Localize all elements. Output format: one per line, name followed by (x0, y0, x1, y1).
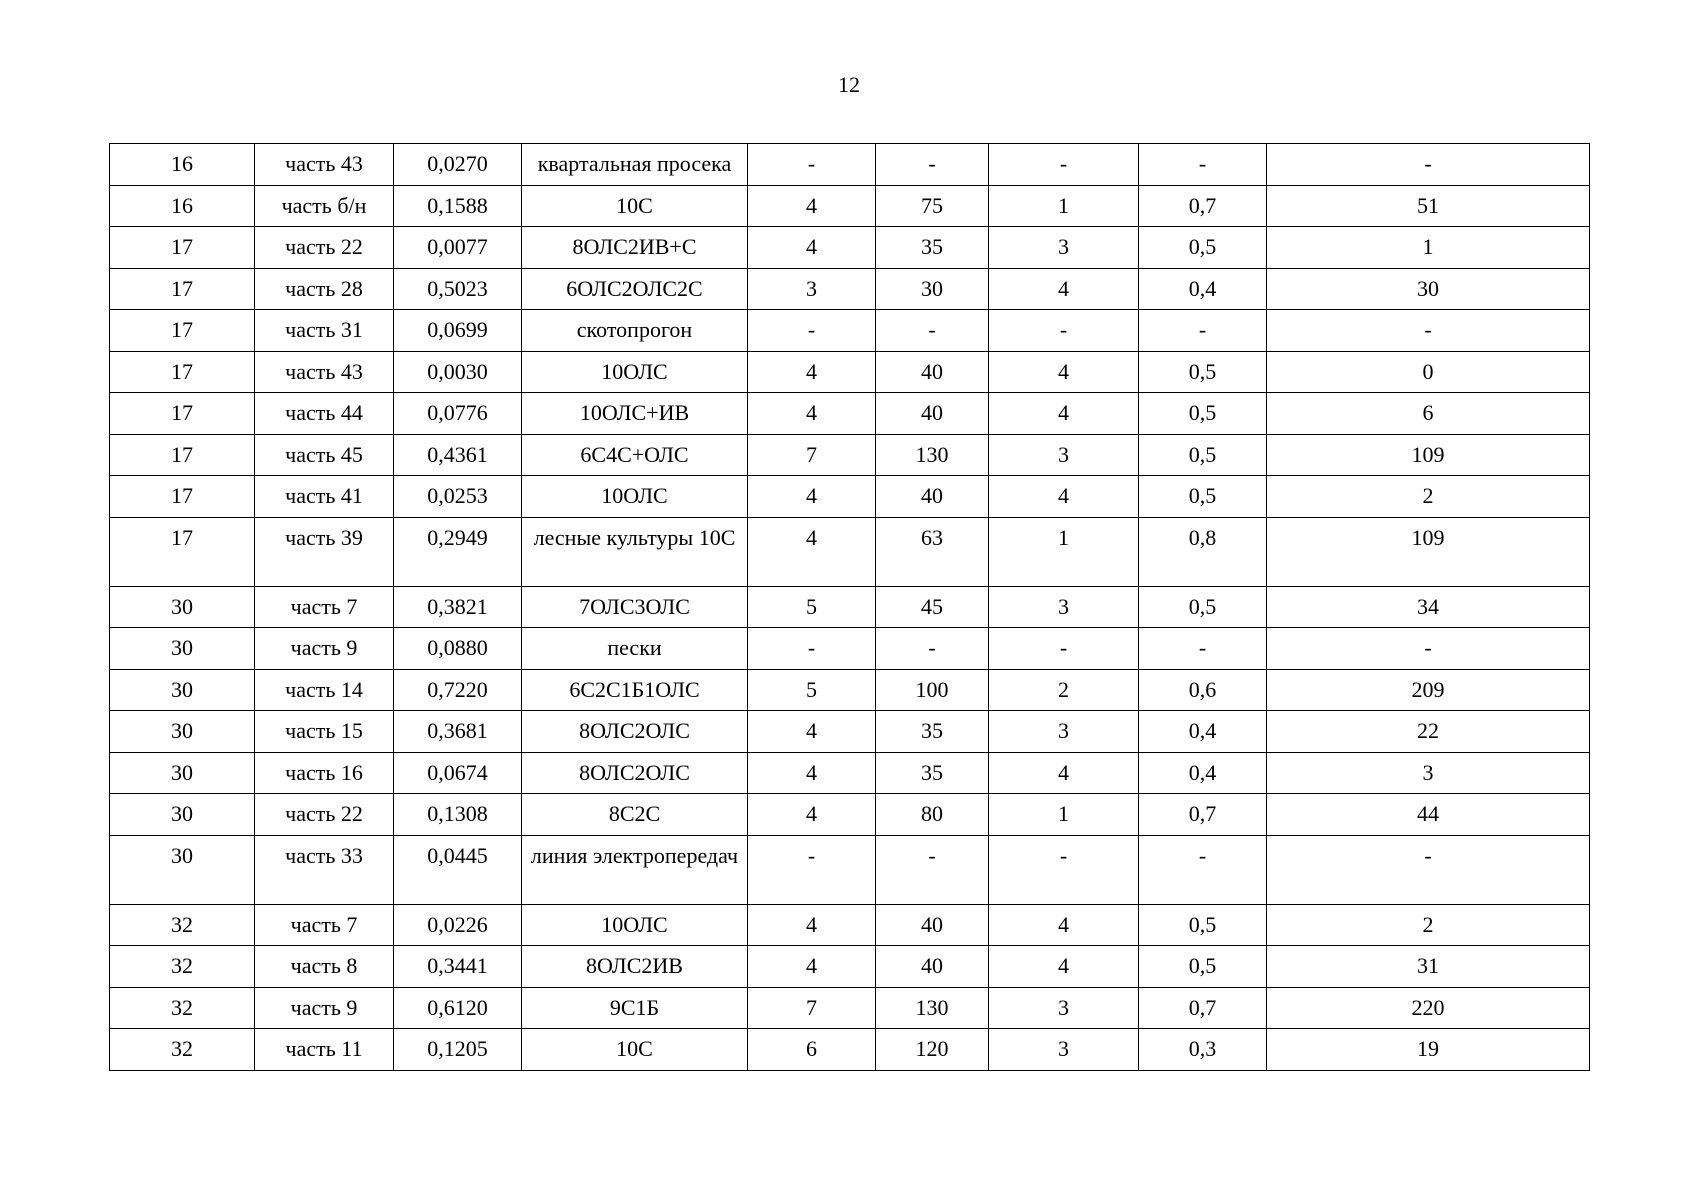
cell-composition: скотопрогон (522, 310, 748, 352)
cell-col9: 44 (1267, 794, 1590, 836)
cell-composition: 8С2С (522, 794, 748, 836)
cell-section: часть 22 (255, 227, 394, 269)
table-row (110, 752, 1590, 794)
table-row (110, 669, 1590, 711)
cell-col9: 3 (1267, 752, 1590, 794)
cell-section: часть 7 (255, 586, 394, 628)
cell-col7: 3 (989, 434, 1139, 476)
cell-col8: - (1139, 835, 1267, 904)
cell-area: 0,0226 (394, 904, 522, 946)
cell-col5: 4 (748, 794, 876, 836)
cell-composition: 10С (522, 1029, 748, 1071)
table-row (110, 904, 1590, 946)
cell-composition: 6С2С1Б1ОЛС (522, 669, 748, 711)
cell-col9: - (1267, 144, 1590, 186)
cell-section: часть 16 (255, 752, 394, 794)
cell-col6: 35 (876, 752, 989, 794)
cell-col7: 2 (989, 669, 1139, 711)
cell-area: 0,2949 (394, 517, 522, 586)
table-row (110, 946, 1590, 988)
cell-section: часть 28 (255, 268, 394, 310)
cell-col8: 0,7 (1139, 185, 1267, 227)
cell-col5: 4 (748, 227, 876, 269)
cell-col7: 3 (989, 1029, 1139, 1071)
cell-quarter: 30 (110, 711, 255, 753)
cell-col6: 75 (876, 185, 989, 227)
cell-col5: 5 (748, 586, 876, 628)
cell-col5: - (748, 310, 876, 352)
cell-col6: 40 (876, 904, 989, 946)
cell-col7: 3 (989, 227, 1139, 269)
table-row (110, 351, 1590, 393)
cell-col6: 120 (876, 1029, 989, 1071)
cell-col6: - (876, 310, 989, 352)
cell-quarter: 32 (110, 1029, 255, 1071)
cell-col9: 34 (1267, 586, 1590, 628)
table-row (110, 835, 1590, 904)
cell-quarter: 30 (110, 835, 255, 904)
cell-section: часть 43 (255, 144, 394, 186)
cell-col5: 4 (748, 517, 876, 586)
cell-col9: - (1267, 835, 1590, 904)
cell-composition: 6ОЛС2ОЛС2С (522, 268, 748, 310)
cell-col5: 4 (748, 351, 876, 393)
cell-col7: 4 (989, 904, 1139, 946)
cell-composition: 8ОЛС2ОЛС (522, 752, 748, 794)
cell-area: 0,1205 (394, 1029, 522, 1071)
cell-section: часть 8 (255, 946, 394, 988)
cell-col5: 7 (748, 987, 876, 1029)
cell-col5: 7 (748, 434, 876, 476)
cell-area: 0,0270 (394, 144, 522, 186)
cell-col8: 0,4 (1139, 711, 1267, 753)
table-row (110, 1029, 1590, 1071)
cell-col8: 0,5 (1139, 904, 1267, 946)
cell-col5: - (748, 628, 876, 670)
cell-col5: 4 (748, 185, 876, 227)
cell-col7: 4 (989, 393, 1139, 435)
cell-col8: 0,4 (1139, 752, 1267, 794)
cell-col5: 3 (748, 268, 876, 310)
cell-col9: 31 (1267, 946, 1590, 988)
data-table (109, 143, 1590, 1071)
cell-quarter: 16 (110, 185, 255, 227)
cell-col9: 2 (1267, 904, 1590, 946)
cell-area: 0,4361 (394, 434, 522, 476)
cell-col7: 4 (989, 351, 1139, 393)
cell-col9: 109 (1267, 517, 1590, 586)
table-row (110, 227, 1590, 269)
cell-composition: 10ОЛС (522, 351, 748, 393)
cell-quarter: 32 (110, 946, 255, 988)
cell-section: часть б/н (255, 185, 394, 227)
table-row (110, 144, 1590, 186)
cell-col5: 4 (748, 711, 876, 753)
cell-section: часть 9 (255, 628, 394, 670)
cell-col7: 1 (989, 794, 1139, 836)
cell-quarter: 30 (110, 586, 255, 628)
cell-col6: 40 (876, 351, 989, 393)
cell-composition: линия электропередач (522, 835, 748, 904)
cell-col9: 22 (1267, 711, 1590, 753)
cell-col8: 0,8 (1139, 517, 1267, 586)
cell-col7: - (989, 628, 1139, 670)
cell-section: часть 14 (255, 669, 394, 711)
cell-col6: 30 (876, 268, 989, 310)
cell-area: 0,7220 (394, 669, 522, 711)
cell-col8: 0,4 (1139, 268, 1267, 310)
cell-area: 0,0253 (394, 476, 522, 518)
cell-quarter: 16 (110, 144, 255, 186)
cell-col5: 4 (748, 946, 876, 988)
table-row (110, 476, 1590, 518)
cell-quarter: 17 (110, 227, 255, 269)
cell-area: 0,3821 (394, 586, 522, 628)
cell-col5: - (748, 835, 876, 904)
cell-col7: 1 (989, 185, 1139, 227)
cell-col7: 4 (989, 752, 1139, 794)
cell-composition: квартальная просека (522, 144, 748, 186)
cell-section: часть 31 (255, 310, 394, 352)
cell-area: 0,1588 (394, 185, 522, 227)
cell-col8: 0,5 (1139, 586, 1267, 628)
cell-col5: 4 (748, 904, 876, 946)
cell-quarter: 32 (110, 904, 255, 946)
table-row (110, 268, 1590, 310)
cell-composition: лесные культуры 10С (522, 517, 748, 586)
cell-quarter: 17 (110, 517, 255, 586)
page-number: 12 (838, 72, 860, 97)
cell-composition: 10ОЛС (522, 904, 748, 946)
cell-quarter: 17 (110, 393, 255, 435)
table-row (110, 711, 1590, 753)
cell-section: часть 9 (255, 987, 394, 1029)
table-row (110, 794, 1590, 836)
cell-area: 0,0776 (394, 393, 522, 435)
cell-col5: 4 (748, 752, 876, 794)
cell-col6: - (876, 628, 989, 670)
table-row (110, 628, 1590, 670)
cell-col9: 19 (1267, 1029, 1590, 1071)
cell-col6: 130 (876, 434, 989, 476)
cell-section: часть 43 (255, 351, 394, 393)
cell-col7: 3 (989, 987, 1139, 1029)
cell-composition: пески (522, 628, 748, 670)
cell-col9: 6 (1267, 393, 1590, 435)
cell-quarter: 17 (110, 268, 255, 310)
cell-composition: 10ОЛС+ИВ (522, 393, 748, 435)
table-row (110, 586, 1590, 628)
table-row (110, 434, 1590, 476)
cell-col7: - (989, 144, 1139, 186)
table-row (110, 310, 1590, 352)
cell-col5: 4 (748, 393, 876, 435)
cell-area: 0,6120 (394, 987, 522, 1029)
cell-area: 0,0674 (394, 752, 522, 794)
cell-col9: 1 (1267, 227, 1590, 269)
cell-area: 0,3441 (394, 946, 522, 988)
cell-composition: 8ОЛС2ИВ+С (522, 227, 748, 269)
cell-area: 0,3681 (394, 711, 522, 753)
cell-col7: 1 (989, 517, 1139, 586)
cell-col6: 35 (876, 711, 989, 753)
cell-composition: 8ОЛС2ИВ (522, 946, 748, 988)
cell-quarter: 17 (110, 351, 255, 393)
cell-col8: - (1139, 144, 1267, 186)
cell-composition: 6С4С+ОЛС (522, 434, 748, 476)
cell-section: часть 15 (255, 711, 394, 753)
cell-col9: 2 (1267, 476, 1590, 518)
cell-quarter: 32 (110, 987, 255, 1029)
cell-col6: 63 (876, 517, 989, 586)
cell-col6: 80 (876, 794, 989, 836)
cell-col8: 0,5 (1139, 227, 1267, 269)
cell-col8: - (1139, 310, 1267, 352)
cell-col9: 220 (1267, 987, 1590, 1029)
cell-col5: - (748, 144, 876, 186)
cell-col5: 5 (748, 669, 876, 711)
cell-col6: 40 (876, 946, 989, 988)
cell-col5: 4 (748, 476, 876, 518)
cell-col8: 0,7 (1139, 794, 1267, 836)
cell-col8: 0,3 (1139, 1029, 1267, 1071)
cell-col6: 45 (876, 586, 989, 628)
cell-section: часть 22 (255, 794, 394, 836)
cell-col7: - (989, 310, 1139, 352)
cell-col7: 4 (989, 946, 1139, 988)
cell-col8: 0,5 (1139, 351, 1267, 393)
cell-quarter: 17 (110, 434, 255, 476)
cell-col8: 0,7 (1139, 987, 1267, 1029)
cell-col9: 209 (1267, 669, 1590, 711)
cell-section: часть 7 (255, 904, 394, 946)
cell-area: 0,0077 (394, 227, 522, 269)
cell-section: часть 41 (255, 476, 394, 518)
cell-col9: - (1267, 310, 1590, 352)
cell-col6: - (876, 835, 989, 904)
cell-quarter: 30 (110, 628, 255, 670)
cell-col8: 0,5 (1139, 476, 1267, 518)
cell-area: 0,0699 (394, 310, 522, 352)
cell-col7: 3 (989, 586, 1139, 628)
cell-quarter: 30 (110, 752, 255, 794)
cell-section: часть 44 (255, 393, 394, 435)
cell-composition: 10С (522, 185, 748, 227)
cell-section: часть 33 (255, 835, 394, 904)
cell-composition: 10ОЛС (522, 476, 748, 518)
cell-quarter: 30 (110, 794, 255, 836)
cell-col6: 40 (876, 393, 989, 435)
cell-composition: 8ОЛС2ОЛС (522, 711, 748, 753)
cell-col6: 100 (876, 669, 989, 711)
cell-col9: 30 (1267, 268, 1590, 310)
cell-section: часть 11 (255, 1029, 394, 1071)
cell-quarter: 17 (110, 476, 255, 518)
cell-col9: 51 (1267, 185, 1590, 227)
cell-col7: - (989, 835, 1139, 904)
cell-col9: 109 (1267, 434, 1590, 476)
cell-composition: 7ОЛС3ОЛС (522, 586, 748, 628)
cell-col5: 6 (748, 1029, 876, 1071)
cell-col6: 35 (876, 227, 989, 269)
table-row (110, 393, 1590, 435)
cell-col9: 0 (1267, 351, 1590, 393)
cell-composition: 9С1Б (522, 987, 748, 1029)
cell-quarter: 17 (110, 310, 255, 352)
cell-area: 0,0030 (394, 351, 522, 393)
cell-col7: 4 (989, 476, 1139, 518)
cell-col8: - (1139, 628, 1267, 670)
cell-area: 0,5023 (394, 268, 522, 310)
cell-col9: - (1267, 628, 1590, 670)
table-body (110, 144, 1590, 1071)
cell-area: 0,1308 (394, 794, 522, 836)
cell-area: 0,0880 (394, 628, 522, 670)
cell-col8: 0,6 (1139, 669, 1267, 711)
cell-quarter: 30 (110, 669, 255, 711)
cell-section: часть 39 (255, 517, 394, 586)
cell-col7: 4 (989, 268, 1139, 310)
table-row (110, 517, 1590, 586)
cell-section: часть 45 (255, 434, 394, 476)
cell-col6: 40 (876, 476, 989, 518)
cell-col6: - (876, 144, 989, 186)
table-row (110, 987, 1590, 1029)
table-row (110, 185, 1590, 227)
cell-col7: 3 (989, 711, 1139, 753)
cell-col6: 130 (876, 987, 989, 1029)
cell-area: 0,0445 (394, 835, 522, 904)
cell-col8: 0,5 (1139, 434, 1267, 476)
cell-col8: 0,5 (1139, 946, 1267, 988)
cell-col8: 0,5 (1139, 393, 1267, 435)
